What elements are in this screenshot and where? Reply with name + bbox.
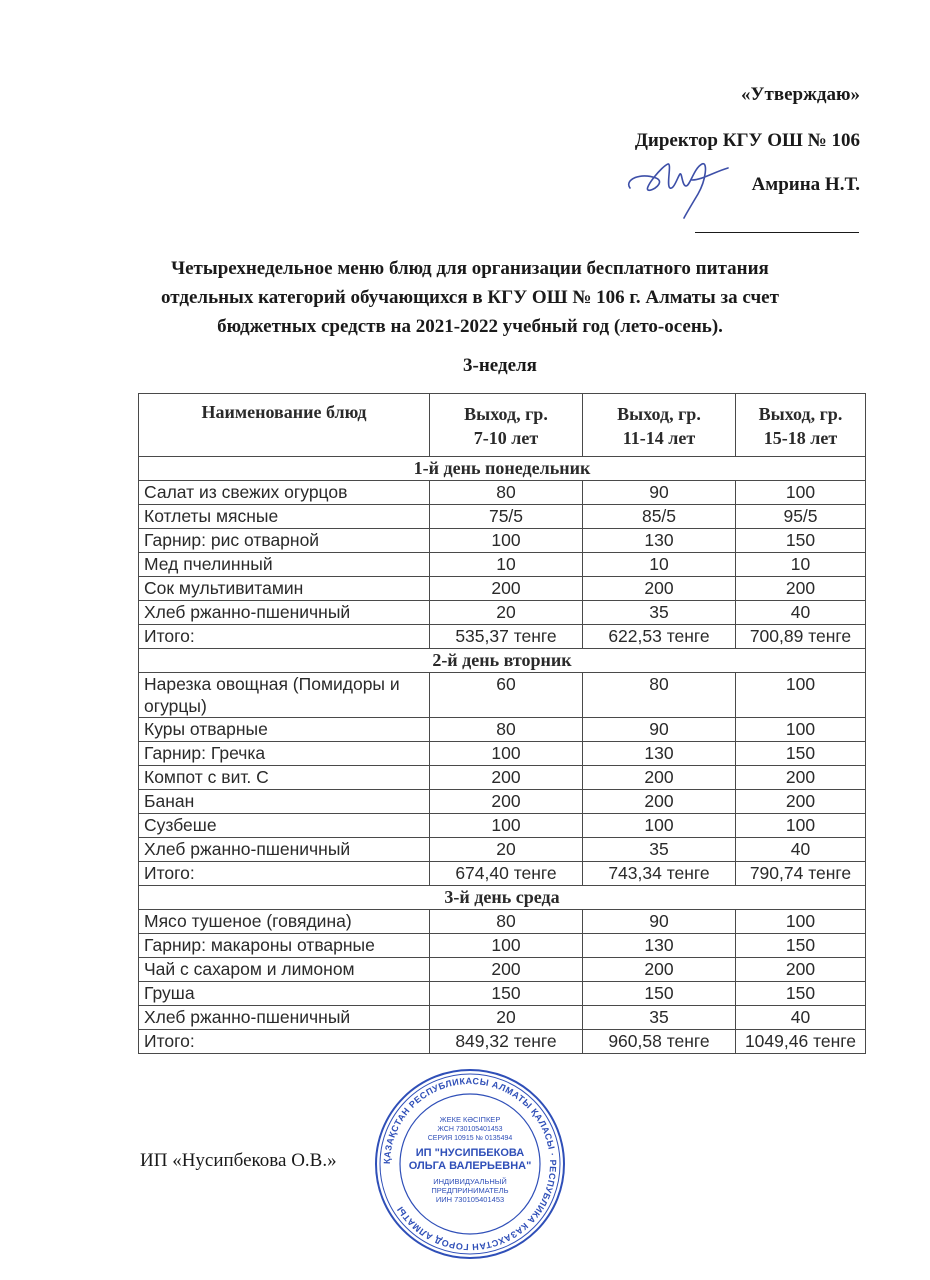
portion-7-10-cell: 200 <box>430 958 583 982</box>
document-title <box>120 254 820 341</box>
dish-name-cell: Сок мультивитамин <box>139 577 430 601</box>
portion-11-14-cell: 130 <box>583 934 736 958</box>
table-row <box>139 790 866 814</box>
table-row <box>139 577 866 601</box>
total-row <box>139 625 866 649</box>
portion-11-14-cell: 150 <box>583 982 736 1006</box>
portion-11-14-cell: 200 <box>583 577 736 601</box>
dish-name-cell: Гарнир: Гречка <box>139 742 430 766</box>
dish-name-cell: Итого: <box>139 1030 430 1054</box>
portion-15-18-cell: 150 <box>736 934 866 958</box>
supplier-label: ИП «Нусипбекова О.В.» <box>140 1150 337 1171</box>
portion-7-10-cell: 80 <box>430 718 583 742</box>
dish-name-cell: Гарнир: макароны отварные <box>139 934 430 958</box>
header-age-15-18 <box>736 394 866 457</box>
portion-15-18-cell: 100 <box>736 718 866 742</box>
portion-11-14-cell: 90 <box>583 481 736 505</box>
table-row <box>139 1006 866 1030</box>
table-row <box>139 505 866 529</box>
portion-15-18-cell: 200 <box>736 790 866 814</box>
dish-name-cell: Мед пчелинный <box>139 553 430 577</box>
stamp-outer-ring: ҚАЗАҚСТАН РЕСПУБЛИКАСЫ АЛМАТЫ ҚАЛАСЫ · РЕСПУБЛИКА КАЗАХСТАН ГОРОД АЛМАТЫ <box>381 1075 559 1253</box>
header-a-line2: 7-10 лет <box>473 428 539 448</box>
portion-11-14-cell: 90 <box>583 718 736 742</box>
portion-7-10-cell: 200 <box>430 577 583 601</box>
dish-name-cell: Куры отварные <box>139 718 430 742</box>
dish-name-cell: Котлеты мясные <box>139 505 430 529</box>
table-row <box>139 982 866 1006</box>
portion-11-14-cell: 622,53 тенге <box>583 625 736 649</box>
portion-7-10-cell: 20 <box>430 1006 583 1030</box>
approval-title: «Утверждаю» <box>741 84 860 105</box>
dish-name-cell: Нарезка овощная (Помидоры и огурцы) <box>139 673 430 718</box>
table-row <box>139 673 866 718</box>
dish-name-cell: Салат из свежих огурцов <box>139 481 430 505</box>
table-row <box>139 958 866 982</box>
portion-15-18-cell: 200 <box>736 577 866 601</box>
portion-11-14-cell: 80 <box>583 673 736 718</box>
portion-15-18-cell: 40 <box>736 601 866 625</box>
portion-7-10-cell: 20 <box>430 601 583 625</box>
dish-name-cell: Сузбеше <box>139 814 430 838</box>
dish-name-cell: Итого: <box>139 625 430 649</box>
portion-11-14-cell: 200 <box>583 766 736 790</box>
portion-15-18-cell: 100 <box>736 673 866 718</box>
dish-name-cell: Хлеб ржанно-пшеничный <box>139 1006 430 1030</box>
day-header-row <box>139 457 866 481</box>
portion-15-18-cell: 200 <box>736 766 866 790</box>
portion-15-18-cell: 100 <box>736 910 866 934</box>
portion-11-14-cell: 100 <box>583 814 736 838</box>
header-c-line1: Выход, гр. <box>758 404 843 424</box>
portion-11-14-cell: 90 <box>583 910 736 934</box>
table-row <box>139 910 866 934</box>
header-c-line2: 15-18 лет <box>763 428 838 448</box>
stamp-line-6: ИНДИВИДУАЛЬНЫЙ <box>433 1177 507 1186</box>
header-b-line1: Выход, гр. <box>617 404 701 424</box>
portion-7-10-cell: 10 <box>430 553 583 577</box>
portion-7-10-cell: 80 <box>430 481 583 505</box>
stamp-line-7: ПРЕДПРИНИМАТЕЛЬ <box>431 1186 509 1195</box>
table-header-row <box>139 394 866 457</box>
dish-name-cell: Хлеб ржанно-пшеничный <box>139 601 430 625</box>
portion-7-10-cell: 200 <box>430 766 583 790</box>
day-title: 3-й день среда <box>139 886 866 910</box>
portion-7-10-cell: 60 <box>430 673 583 718</box>
dish-name-cell: Компот с вит. С <box>139 766 430 790</box>
portion-15-18-cell: 10 <box>736 553 866 577</box>
portion-7-10-cell: 200 <box>430 790 583 814</box>
table-row <box>139 601 866 625</box>
title-line-1: Четырехнедельное меню блюд для организации бесплатного питания <box>171 258 769 279</box>
portion-7-10-cell: 20 <box>430 838 583 862</box>
dish-name-cell: Итого: <box>139 862 430 886</box>
title-line-3: бюджетных средств на 2021-2022 учебный год (лето-осень). <box>217 316 723 337</box>
portion-7-10-cell: 100 <box>430 529 583 553</box>
portion-7-10-cell: 75/5 <box>430 505 583 529</box>
table-row <box>139 718 866 742</box>
table-row <box>139 814 866 838</box>
approval-name: Амрина Н.Т. <box>751 174 860 195</box>
header-b-line2: 11-14 лет <box>622 428 696 448</box>
portion-15-18-cell: 150 <box>736 529 866 553</box>
portion-7-10-cell: 80 <box>430 910 583 934</box>
portion-11-14-cell: 10 <box>583 553 736 577</box>
portion-7-10-cell: 100 <box>430 934 583 958</box>
day-title: 1-й день понедельник <box>139 457 866 481</box>
dish-name-cell: Груша <box>139 982 430 1006</box>
portion-15-18-cell: 100 <box>736 814 866 838</box>
portion-11-14-cell: 35 <box>583 601 736 625</box>
total-row <box>139 862 866 886</box>
day-header-row <box>139 649 866 673</box>
portion-7-10-cell: 150 <box>430 982 583 1006</box>
menu-table-body <box>139 457 866 1054</box>
portion-15-18-cell: 1049,46 тенге <box>736 1030 866 1054</box>
portion-11-14-cell: 200 <box>583 790 736 814</box>
menu-table <box>138 393 866 1054</box>
official-stamp <box>372 1066 568 1262</box>
portion-11-14-cell: 743,34 тенге <box>583 862 736 886</box>
signature-line <box>695 232 859 233</box>
portion-15-18-cell: 95/5 <box>736 505 866 529</box>
dish-name-cell: Банан <box>139 790 430 814</box>
portion-11-14-cell: 200 <box>583 958 736 982</box>
portion-15-18-cell: 40 <box>736 838 866 862</box>
day-title: 2-й день вторник <box>139 649 866 673</box>
portion-15-18-cell: 150 <box>736 982 866 1006</box>
stamp-line-1: ЖЕКЕ КӘСІПКЕР <box>439 1115 501 1124</box>
title-line-2: отдельных категорий обучающихся в КГУ ОШ № 106 г. Алматы за счет <box>161 287 779 308</box>
stamp-line-8: ИИН 730105401453 <box>435 1195 505 1204</box>
portion-15-18-cell: 40 <box>736 1006 866 1030</box>
portion-11-14-cell: 130 <box>583 529 736 553</box>
dish-name-cell: Гарнир: рис отварной <box>139 529 430 553</box>
portion-7-10-cell: 849,32 тенге <box>430 1030 583 1054</box>
portion-7-10-cell: 674,40 тенге <box>430 862 583 886</box>
header-dish-name: Наименование блюд <box>139 394 430 457</box>
dish-name-cell: Мясо тушеное (говядина) <box>139 910 430 934</box>
portion-11-14-cell: 130 <box>583 742 736 766</box>
portion-15-18-cell: 200 <box>736 958 866 982</box>
header-age-7-10 <box>430 394 583 457</box>
stamp-line-4: ИП "НУСИПБЕКОВА <box>415 1147 525 1159</box>
approval-director: Директор КГУ ОШ № 106 <box>634 130 860 151</box>
header-age-11-14 <box>583 394 736 457</box>
table-row <box>139 742 866 766</box>
portion-15-18-cell: 790,74 тенге <box>736 862 866 886</box>
portion-7-10-cell: 100 <box>430 814 583 838</box>
table-row <box>139 481 866 505</box>
header-a-line1: Выход, гр. <box>464 404 548 424</box>
dish-name-cell: Чай с сахаром и лимоном <box>139 958 430 982</box>
day-header-row <box>139 886 866 910</box>
director-signature <box>622 150 732 220</box>
week-label: 3-неделя <box>463 355 537 376</box>
table-row <box>139 529 866 553</box>
portion-11-14-cell: 85/5 <box>583 505 736 529</box>
dish-name-cell: Хлеб ржанно-пшеничный <box>139 838 430 862</box>
table-row <box>139 766 866 790</box>
portion-15-18-cell: 150 <box>736 742 866 766</box>
table-row <box>139 553 866 577</box>
portion-15-18-cell: 100 <box>736 481 866 505</box>
portion-11-14-cell: 35 <box>583 1006 736 1030</box>
portion-15-18-cell: 700,89 тенге <box>736 625 866 649</box>
portion-7-10-cell: 535,37 тенге <box>430 625 583 649</box>
portion-11-14-cell: 35 <box>583 838 736 862</box>
portion-11-14-cell: 960,58 тенге <box>583 1030 736 1054</box>
stamp-line-5: ОЛЬГА ВАЛЕРЬЕВНА" <box>408 1160 532 1172</box>
stamp-line-3: СЕРИЯ 10915 № 0135494 <box>427 1135 513 1142</box>
portion-7-10-cell: 100 <box>430 742 583 766</box>
stamp-line-2: ЖСН 730105401453 <box>437 1126 503 1133</box>
table-row <box>139 934 866 958</box>
total-row <box>139 1030 866 1054</box>
table-row <box>139 838 866 862</box>
